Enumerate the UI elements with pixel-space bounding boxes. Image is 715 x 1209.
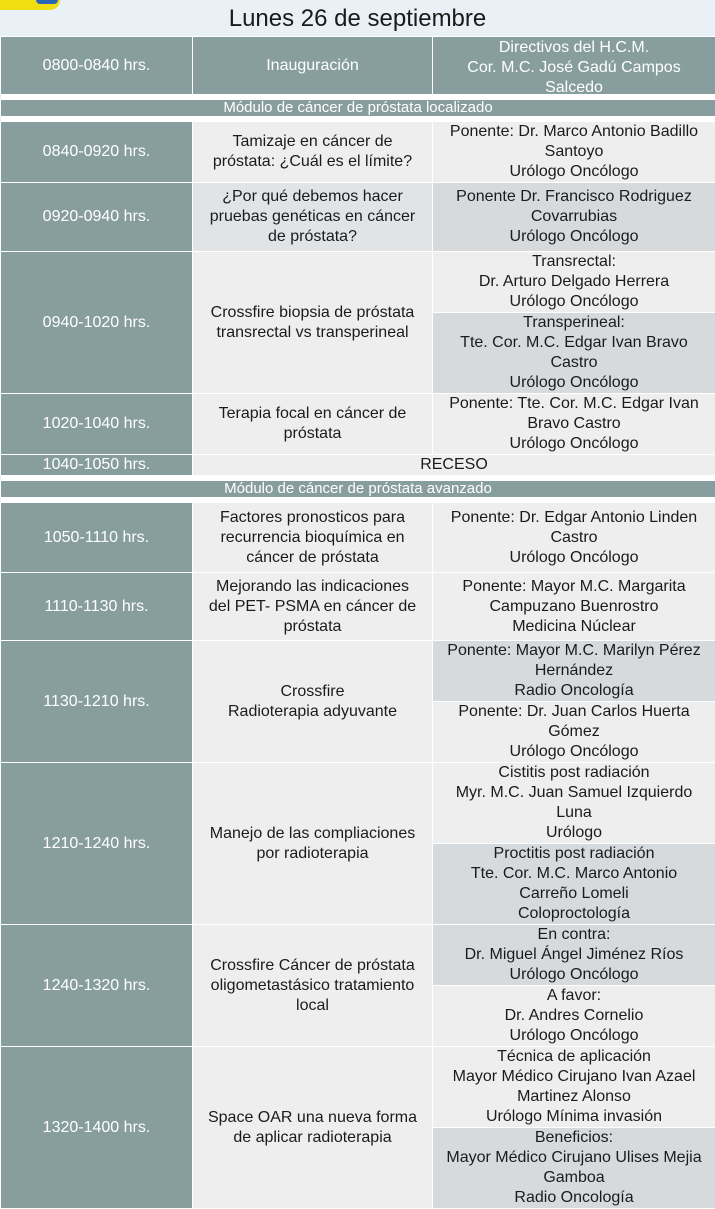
topic-cell: Mejorando las indicaciones del PET- PSMA en cáncer de próstata <box>193 573 433 641</box>
module-title: Módulo de cáncer de próstata localizado <box>1 100 715 117</box>
table-row <box>1 37 715 95</box>
table-row <box>1 1047 715 1128</box>
speaker-cell: Transperineal: Tte. Cor. M.C. Edgar Ivan Bravo Castro Urólogo Oncólogo <box>433 313 715 394</box>
topic-cell: Terapia focal en cáncer de próstata <box>193 394 433 455</box>
table-row <box>1 252 715 313</box>
topic-cell: Manejo de las compliaciones por radioterapia <box>193 763 433 925</box>
speaker-cell: Ponente: Dr. Marco Antonio Badillo Santoyo Urólogo Oncólogo <box>433 122 715 183</box>
table-row <box>1 183 715 252</box>
speaker-cell: Ponente: Tte. Cor. M.C. Edgar Ivan Bravo Castro Urólogo Oncólogo <box>433 394 715 455</box>
table-row <box>1 503 715 573</box>
module-header <box>1 481 715 498</box>
speaker-cell: En contra: Dr. Miguel Ángel Jiménez Ríos Urólogo Oncólogo <box>433 925 715 986</box>
speaker-cell: Técnica de aplicación Mayor Médico Cirujano Ivan Azael Martinez Alonso Urólogo Mínima invasión <box>433 1047 715 1128</box>
speaker-cell: Beneficios: Mayor Médico Cirujano Ulises Mejia Gamboa Radio Oncología <box>433 1128 715 1209</box>
speaker-cell: Ponente: Dr. Juan Carlos Huerta Gómez Urólogo Oncólogo <box>433 702 715 763</box>
topic-cell: Space OAR una nueva forma de aplicar radioterapia <box>193 1047 433 1209</box>
time-cell: 1050-1110 hrs. <box>1 503 193 573</box>
speaker-cell: Ponente: Mayor M.C. Marilyn Pérez Hernández Radio Oncología <box>433 641 715 702</box>
topic-cell: ¿Por qué debemos hacer pruebas genéticas en cáncer de próstata? <box>193 183 433 252</box>
table-row <box>1 394 715 455</box>
time-cell: 1110-1130 hrs. <box>1 573 193 641</box>
time-cell: 1130-1210 hrs. <box>1 641 193 763</box>
speaker-cell: A favor: Dr. Andres Cornelio Urólogo Oncólogo <box>433 986 715 1047</box>
time-cell: 1240-1320 hrs. <box>1 925 193 1047</box>
topic-cell: Inauguración <box>193 37 433 95</box>
speaker-cell: Ponente: Dr. Edgar Antonio Linden Castro Urólogo Oncólogo <box>433 503 715 573</box>
topic-cell: Factores pronosticos para recurrencia bioquímica en cáncer de próstata <box>193 503 433 573</box>
time-cell: 0840-0920 hrs. <box>1 122 193 183</box>
time-cell: 1020-1040 hrs. <box>1 394 193 455</box>
speaker-cell: Directivos del H.C.M. Cor. M.C. José Gadú Campos Salcedo <box>433 37 715 95</box>
schedule-table <box>0 36 715 1209</box>
recess-cell: RECESO <box>193 455 715 476</box>
time-cell: 0800-0840 hrs. <box>1 37 193 95</box>
table-row <box>1 763 715 844</box>
page-title: Lunes 26 de septiembre <box>0 3 715 35</box>
time-cell: 1320-1400 hrs. <box>1 1047 193 1209</box>
table-row <box>1 455 715 476</box>
speaker-cell: Cistitis post radiación Myr. M.C. Juan Samuel Izquierdo Luna Urólogo <box>433 763 715 844</box>
time-cell: 0920-0940 hrs. <box>1 183 193 252</box>
speaker-cell: Ponente Dr. Francisco Rodriguez Covarrubias Urólogo Oncólogo <box>433 183 715 252</box>
table-row <box>1 641 715 702</box>
table-row <box>1 122 715 183</box>
table-row <box>1 573 715 641</box>
topic-cell: Tamizaje en cáncer de próstata: ¿Cuál es el límite? <box>193 122 433 183</box>
topic-cell: Crossfire Radioterapia adyuvante <box>193 641 433 763</box>
topic-cell: Crossfire biopsia de próstata transrectal vs transperineal <box>193 252 433 394</box>
topic-cell: Crossfire Cáncer de próstata oligometastásico tratamiento local <box>193 925 433 1047</box>
speaker-cell: Ponente: Mayor M.C. Margarita Campuzano Buenrostro Medicina Núclear <box>433 573 715 641</box>
time-cell: 1040-1050 hrs. <box>1 455 193 476</box>
speaker-cell: Proctitis post radiación Tte. Cor. M.C. Marco Antonio Carreño Lomeli Coloproctología <box>433 844 715 925</box>
module-header <box>1 100 715 117</box>
speaker-cell: Transrectal: Dr. Arturo Delgado Herrera Urólogo Oncólogo <box>433 252 715 313</box>
time-cell: 1210-1240 hrs. <box>1 763 193 925</box>
module-title: Módulo de cáncer de próstata avanzado <box>1 481 715 498</box>
table-row <box>1 925 715 986</box>
time-cell: 0940-1020 hrs. <box>1 252 193 394</box>
